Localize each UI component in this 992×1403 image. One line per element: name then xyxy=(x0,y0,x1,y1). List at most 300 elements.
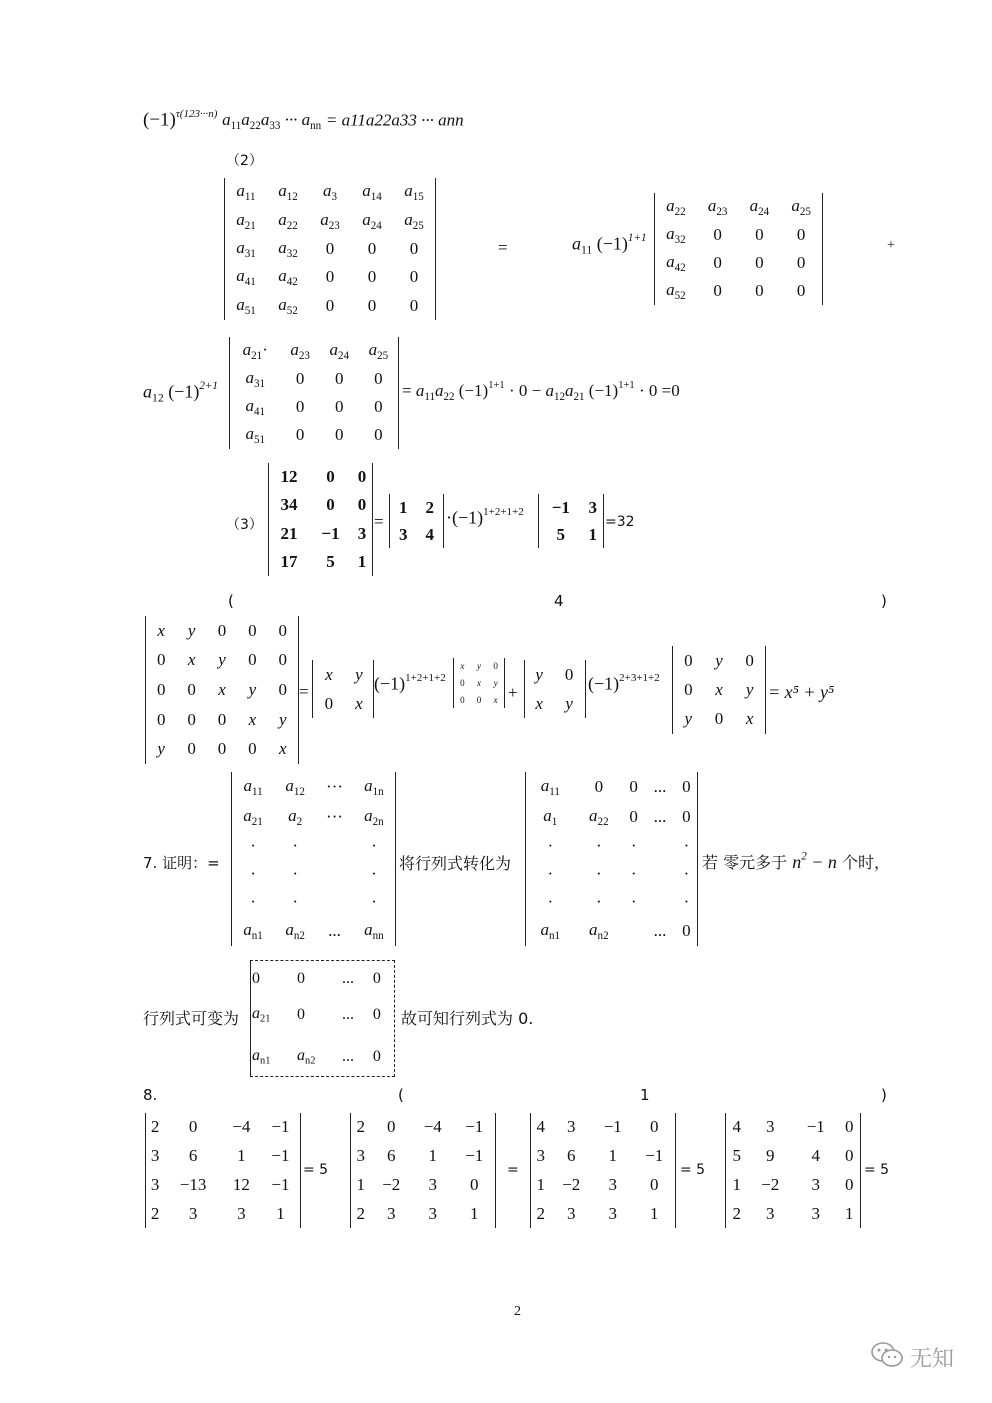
matrix-cell: 3 xyxy=(566,1117,576,1137)
matrix-cell: · xyxy=(250,891,256,911)
matrix-cell: $a_{31}$ xyxy=(236,238,256,260)
result-p4: = x⁵ + y⁵ xyxy=(768,682,835,702)
matrix-cell: 0 xyxy=(714,709,724,729)
matrix-cell: 0 xyxy=(372,1006,381,1024)
matrix-row xyxy=(531,1113,675,1142)
matrix-row xyxy=(454,658,504,675)
eq-p8-4: = 5 xyxy=(864,1162,890,1178)
part-4-open: ( xyxy=(228,592,234,610)
matrix-cell: · xyxy=(630,864,637,884)
det-p8-a xyxy=(145,1113,301,1228)
matrix-p7-a xyxy=(232,772,395,946)
matrix-cell: 0 xyxy=(460,694,465,705)
matrix-cell: · xyxy=(595,864,602,884)
matrix-cell: 34 xyxy=(280,495,298,515)
matrix-p3-b xyxy=(390,494,443,548)
matrix-cell: 0 xyxy=(297,969,305,987)
matrix-cell: $a_{12}$ xyxy=(285,776,305,799)
matrix-cell: 0 xyxy=(324,693,334,713)
matrix-cell: x xyxy=(279,739,287,759)
matrix-p8-d xyxy=(726,1113,860,1228)
matrix-p2-c xyxy=(230,337,398,449)
matrix-cell: $a_{n1}$ xyxy=(243,919,263,942)
matrix-cell: 0 xyxy=(326,467,335,487)
matrix-row xyxy=(146,1142,300,1171)
matrix-cell: 3 xyxy=(150,1146,160,1166)
matrix-cell: $a_{41}$ xyxy=(236,266,256,289)
item-8-close: ) xyxy=(881,1086,887,1104)
matrix-cell: $a_{n2}$ xyxy=(297,1047,316,1067)
matrix-row xyxy=(351,1171,495,1200)
matrix-cell: 0 xyxy=(367,295,377,315)
sign-factor-p3: $\cdot(-1)^{1+2+1+2}$ xyxy=(446,506,524,528)
matrix-cell: x xyxy=(476,677,481,688)
det-p7-c xyxy=(250,960,395,1077)
matrix-cell: $a_{n1}$ xyxy=(540,919,561,942)
matrix-cell: 0 xyxy=(252,969,260,987)
matrix-cell: 6 xyxy=(566,1146,576,1166)
plus-sign: + xyxy=(887,238,895,253)
matrix-cell: y xyxy=(684,709,693,729)
matrix-cell: 0 xyxy=(367,238,377,258)
product-rhs: = a11a22a33 ··· ann xyxy=(325,110,464,130)
matrix-cell: $a_{15}$ xyxy=(404,181,424,204)
matrix-cell: 0 xyxy=(564,664,574,684)
matrix-cell: 0 xyxy=(295,425,305,444)
matrix-cell: $a_{21}\cdot$ xyxy=(242,340,268,362)
matrix-cell: −1 xyxy=(603,1117,622,1137)
matrix-cell: · xyxy=(547,891,554,911)
part-2-label: （2） xyxy=(226,153,263,169)
matrix-cell: y xyxy=(355,664,363,684)
matrix-row xyxy=(232,860,395,888)
matrix-cell: 1 xyxy=(845,1203,854,1223)
matrix-cell: 12 xyxy=(232,1174,250,1194)
matrix-cell xyxy=(316,860,353,888)
matrix-cell: $a_{1n}$ xyxy=(364,776,384,799)
matrix-p2-a xyxy=(225,178,435,320)
matrix-cell: $a_{32}$ xyxy=(278,238,298,260)
matrix-row xyxy=(390,521,443,548)
matrix-cell: 1 xyxy=(608,1146,617,1166)
result-p3: =32 xyxy=(605,514,635,530)
matrix-cell: 1 xyxy=(428,1146,437,1166)
matrix-p3-a xyxy=(269,463,372,576)
matrix-cell: 0 xyxy=(326,495,335,515)
matrix-row xyxy=(146,646,298,676)
part-4-close: ) xyxy=(881,592,887,610)
matrix-cell: ... xyxy=(653,777,667,797)
matrix-cell: 0 xyxy=(278,620,288,640)
matrix-cell: 1 xyxy=(357,551,367,571)
matrix-cell: −4 xyxy=(232,1117,251,1137)
matrix-cell: 0 xyxy=(755,281,764,300)
matrix-cell: · xyxy=(595,836,602,856)
matrix-cell: 0 xyxy=(649,1174,659,1194)
matrix-cell: $a_{24}$ xyxy=(329,340,350,362)
matrix-cell: 0 xyxy=(796,281,806,300)
matrix-cell xyxy=(316,888,353,916)
matrix-row xyxy=(230,421,398,449)
matrix-cell: x xyxy=(187,650,196,670)
det-p4-c xyxy=(524,660,586,718)
matrix-row xyxy=(673,675,765,704)
matrix-p7-c xyxy=(251,961,394,1076)
matrix-row xyxy=(232,888,395,916)
matrix-cell xyxy=(316,833,353,861)
expansion-result: = $a_{11}a_{22}$ $(-1)^{1+1} \cdot 0 - a_{12}a_{21}$ $(-1)^{1+1} \cdot 0 =0$ xyxy=(402,380,680,403)
matrix-cell: $a_{23}$ xyxy=(290,340,310,362)
matrix-cell: 4 xyxy=(425,524,434,544)
matrix-cell: 0 xyxy=(357,495,367,515)
matrix-cell: $a_{23}$ xyxy=(707,196,728,218)
matrix-cell: · xyxy=(547,836,554,856)
matrix-cell xyxy=(644,833,676,861)
item-8-open: ( xyxy=(398,1086,404,1104)
matrix-cell: $a_{51}$ xyxy=(236,294,256,317)
matrix-cell: 0 xyxy=(476,694,482,705)
matrix-p3-c xyxy=(539,494,603,548)
matrix-row xyxy=(232,833,395,861)
cofactor-prefix-2: $a_{12}$ $(-1)^{2+1}$ xyxy=(143,380,219,405)
matrix-cell: 0 xyxy=(845,1146,854,1166)
matrix-cell: 0 xyxy=(713,281,722,300)
matrix-p7-b xyxy=(526,772,697,946)
matrix-cell: 2 xyxy=(536,1203,545,1223)
equals-sign-p3: = xyxy=(374,512,384,531)
matrix-cell: 0 xyxy=(386,1117,396,1137)
matrix-cell: 0 xyxy=(409,238,419,258)
det-p7-b xyxy=(525,772,698,946)
det-p2-a xyxy=(224,178,436,320)
matrix-cell: x xyxy=(493,694,498,705)
matrix-cell: 0 xyxy=(325,295,335,315)
matrix-cell: $a_{22}$ xyxy=(278,209,298,232)
matrix-cell: 1 xyxy=(732,1174,741,1194)
matrix-row xyxy=(230,337,398,365)
matrix-cell: · xyxy=(683,891,690,911)
matrix-cell: 0 xyxy=(629,777,638,797)
matrix-cell: 3 xyxy=(608,1174,617,1194)
matrix-cell: 0 xyxy=(325,238,335,258)
matrix-cell: · xyxy=(630,836,637,856)
matrix-cell: y xyxy=(279,709,287,729)
matrix-cell: −1 xyxy=(465,1146,484,1166)
matrix-cell: 0 xyxy=(682,807,691,827)
matrix-cell: 2 xyxy=(425,497,434,517)
matrix-cell: 2 xyxy=(150,1117,160,1137)
matrix-row xyxy=(225,235,435,263)
matrix-cell: 0 xyxy=(217,739,227,759)
matrix-row xyxy=(225,206,435,234)
matrix-cell: $a_{24}$ xyxy=(749,196,770,218)
matrix-cell: ... xyxy=(342,969,354,987)
matrix-cell: $a_{52}$ xyxy=(666,280,686,302)
matrix-cell: 0 xyxy=(187,739,196,759)
matrix-cell: · xyxy=(371,891,377,911)
matrix-cell: 3 xyxy=(608,1203,617,1223)
matrix-cell: 0 xyxy=(217,709,227,729)
matrix-cell: $a_{21}$ xyxy=(236,209,256,232)
matrix-cell: x xyxy=(715,679,723,699)
matrix-row xyxy=(655,193,822,221)
matrix-row xyxy=(726,1113,860,1142)
matrix-cell: $a_{11}$ xyxy=(540,776,560,799)
matrix-cell: x xyxy=(218,679,226,699)
matrix-cell: $a_{41}$ xyxy=(245,396,266,418)
matrix-row xyxy=(726,1199,860,1228)
matrix-cell: 1 xyxy=(588,524,598,544)
matrix-cell: $a_{11}$ xyxy=(243,776,263,799)
matrix-cell: $a_{22}$ xyxy=(589,806,609,829)
matrix-cell: 0 xyxy=(156,709,166,729)
matrix-cell: $a_{42}$ xyxy=(666,252,686,274)
matrix-cell: $a_{2n}$ xyxy=(364,806,384,829)
eq-p8-2: = xyxy=(507,1162,519,1178)
matrix-row xyxy=(230,365,398,393)
page-number: 2 xyxy=(514,1304,521,1319)
matrix-row xyxy=(146,734,298,764)
matrix-cell: 0 xyxy=(248,620,257,640)
matrix-cell: · xyxy=(292,864,299,884)
matrix-row xyxy=(269,463,372,491)
matrix-cell: −1 xyxy=(645,1146,664,1166)
part-3-label: （3） xyxy=(226,517,263,533)
matrix-cell: x xyxy=(248,709,257,729)
matrix-cell: 3 xyxy=(428,1174,437,1194)
matrix-cell: 1 xyxy=(536,1174,545,1194)
matrix-cell: 3 xyxy=(150,1174,160,1194)
matrix-cell: −1 xyxy=(806,1117,825,1137)
matrix-cell: · xyxy=(683,864,690,884)
matrix-cell: $a_{42}$ xyxy=(278,266,298,289)
det-p3-c xyxy=(538,494,604,548)
matrix-cell: 0 xyxy=(357,467,367,487)
matrix-row xyxy=(313,660,373,689)
matrix-cell: 0 xyxy=(649,1117,659,1137)
matrix-cell: 0 xyxy=(217,620,227,640)
det-p4-small xyxy=(453,658,505,708)
matrix-cell: ... xyxy=(342,1047,354,1065)
matrix-cell: $a_{25}$ xyxy=(791,196,811,218)
matrix-cell: y xyxy=(715,650,723,670)
matrix-cell: ... xyxy=(342,1006,354,1024)
matrix-cell: 2 xyxy=(356,1117,365,1137)
matrix-cell: $a_{31}$ xyxy=(245,368,266,390)
matrix-cell: x xyxy=(325,664,333,684)
matrix-row xyxy=(531,1171,675,1200)
matrix-cell: $a_{21}$ xyxy=(252,1005,271,1026)
matrix-cell: ··· xyxy=(326,807,344,827)
plus-sign-p4: + xyxy=(508,683,518,702)
matrix-cell: ... xyxy=(653,807,667,827)
matrix-row xyxy=(454,675,504,692)
matrix-cell: −1 xyxy=(271,1117,290,1137)
exponent-p4-1: 1+2+1+2 xyxy=(405,672,446,684)
matrix-cell: 9 xyxy=(765,1146,775,1166)
matrix-cell: 0 xyxy=(297,1006,305,1024)
matrix-row xyxy=(526,833,697,861)
matrix-row xyxy=(232,772,395,802)
matrix-cell: 1 xyxy=(469,1203,479,1223)
matrix-row xyxy=(351,1199,495,1228)
matrix-row xyxy=(232,802,395,832)
matrix-cell: y xyxy=(476,661,481,672)
matrix-cell: y xyxy=(745,679,754,699)
matrix-cell: 12 xyxy=(280,467,298,487)
matrix-cell: 3 xyxy=(765,1203,775,1223)
matrix-cell: 3 xyxy=(811,1174,821,1194)
det-p7-a xyxy=(231,772,396,946)
matrix-row xyxy=(269,548,372,576)
matrix-cell: 0 xyxy=(335,369,344,388)
matrix-cell: $a_{n2}$ xyxy=(589,919,609,942)
matrix-row xyxy=(146,616,298,646)
matrix-cell: 0 xyxy=(367,267,377,287)
matrix-row xyxy=(539,521,603,548)
matrix-cell: 0 xyxy=(493,661,498,672)
matrix-cell xyxy=(623,916,644,946)
matrix-row xyxy=(351,1142,495,1171)
matrix-p8-c xyxy=(531,1113,675,1228)
matrix-cell: 0 xyxy=(682,920,691,940)
matrix-p4-small xyxy=(454,658,504,708)
matrix-cell: y xyxy=(157,739,165,759)
matrix-row xyxy=(251,1038,394,1076)
matrix-cell: · xyxy=(250,864,256,884)
matrix-cell: $a_{11}$ xyxy=(236,181,256,204)
matrix-cell: · xyxy=(547,864,554,884)
matrix-row xyxy=(146,1199,300,1228)
matrix-cell: 0 xyxy=(594,777,604,797)
matrix-cell: 0 xyxy=(409,295,419,315)
det-p8-d xyxy=(725,1113,861,1228)
wechat-icon xyxy=(870,1340,904,1375)
matrix-cell: 3 xyxy=(356,1146,365,1166)
matrix-cell: 3 xyxy=(765,1117,775,1137)
eq-p8-3: = 5 xyxy=(680,1162,706,1178)
matrix-cell: 0 xyxy=(248,650,257,670)
matrix-cell: 0 xyxy=(409,267,419,287)
matrix-cell: 0 xyxy=(745,650,754,670)
matrix-p4-d xyxy=(673,646,765,734)
matrix-cell: ... xyxy=(653,920,667,940)
matrix-cell: 6 xyxy=(188,1146,198,1166)
matrix-cell: $a_3$ xyxy=(322,181,338,204)
matrix-cell: 3 xyxy=(188,1203,198,1223)
matrix-cell: 0 xyxy=(335,397,344,416)
matrix-cell: · xyxy=(371,836,377,856)
matrix-row xyxy=(232,916,395,946)
matrix-cell: 0 xyxy=(187,709,196,729)
part-4-number: 4 xyxy=(554,592,564,610)
matrix-cell: 0 xyxy=(335,425,344,444)
matrix-cell: 0 xyxy=(469,1174,479,1194)
matrix-cell: 4 xyxy=(536,1117,545,1137)
matrix-cell: · xyxy=(630,891,637,911)
matrix-cell: x xyxy=(745,709,754,729)
matrix-cell: −1 xyxy=(321,523,340,543)
matrix-cell: y xyxy=(218,650,226,670)
matrix-cell: 0 xyxy=(295,397,305,416)
matrix-cell: 0 xyxy=(374,425,383,444)
matrix-cell: 1 xyxy=(276,1203,285,1223)
matrix-row xyxy=(225,263,435,291)
matrix-row xyxy=(146,705,298,735)
matrix-row xyxy=(526,916,697,946)
det-p2-c xyxy=(229,337,399,449)
det-p4-d xyxy=(672,646,766,734)
matrix-row xyxy=(146,675,298,705)
matrix-row xyxy=(146,1113,300,1142)
matrix-cell: · xyxy=(292,891,299,911)
matrix-row xyxy=(526,860,697,888)
matrix-cell: 0 xyxy=(713,253,722,272)
det-p2-b xyxy=(654,193,823,305)
matrix-cell: −1 xyxy=(465,1117,484,1137)
matrix-cell: 0 xyxy=(845,1174,854,1194)
matrix-row xyxy=(673,705,765,734)
matrix-cell: x xyxy=(460,661,465,672)
item-7-middle-text: 将行列式转化为 xyxy=(399,854,512,873)
matrix-cell: 2 xyxy=(356,1203,365,1223)
matrix-row xyxy=(313,689,373,718)
matrix-row xyxy=(539,494,603,521)
matrix-cell: $a_{12}$ xyxy=(278,181,298,204)
matrix-cell: −13 xyxy=(179,1174,207,1194)
matrix-p8-b xyxy=(351,1113,495,1228)
matrix-cell: · xyxy=(683,836,690,856)
matrix-cell: x xyxy=(355,693,363,713)
matrix-cell: −2 xyxy=(761,1174,780,1194)
matrix-row xyxy=(526,888,697,916)
matrix-row xyxy=(531,1199,675,1228)
matrix-cell: $a_{n2}$ xyxy=(285,919,305,942)
matrix-row xyxy=(454,691,504,708)
det-p4-b xyxy=(312,660,374,718)
matrix-row xyxy=(269,520,372,548)
sign-factor-p4-2: $(-1)^{2+3+1+2}$ xyxy=(588,672,660,694)
eq-p8-1: = 5 xyxy=(303,1162,329,1178)
det-p3-b xyxy=(389,494,444,548)
matrix-cell: 2 xyxy=(732,1203,741,1223)
matrix-cell: 0 xyxy=(755,253,764,272)
matrix-cell: 0 xyxy=(684,679,693,699)
matrix-cell: 0 xyxy=(845,1117,854,1137)
matrix-cell: y xyxy=(248,679,257,699)
matrix-p4-a xyxy=(146,616,298,764)
matrix-row xyxy=(351,1113,495,1142)
matrix-cell: 0 xyxy=(372,1047,381,1065)
matrix-cell: $a_{nn}$ xyxy=(364,919,384,942)
matrix-cell: −2 xyxy=(382,1174,401,1194)
matrix-cell: 0 xyxy=(278,679,288,699)
matrix-cell: x xyxy=(535,693,543,713)
matrix-cell: 6 xyxy=(386,1146,396,1166)
matrix-row xyxy=(251,961,394,996)
matrix-cell: 0 xyxy=(374,369,383,388)
matrix-row xyxy=(269,491,372,519)
matrix-cell: 3 xyxy=(811,1203,821,1223)
matrix-p8-a xyxy=(146,1113,300,1228)
matrix-cell: 21 xyxy=(280,523,298,543)
matrix-cell: 3 xyxy=(237,1203,246,1223)
matrix-row xyxy=(673,646,765,675)
watermark xyxy=(870,1340,954,1375)
matrix-cell: 0 xyxy=(796,253,806,272)
result-zero: =0 xyxy=(661,380,680,400)
exponent-p4-2: 2+3+1+2 xyxy=(619,672,660,684)
